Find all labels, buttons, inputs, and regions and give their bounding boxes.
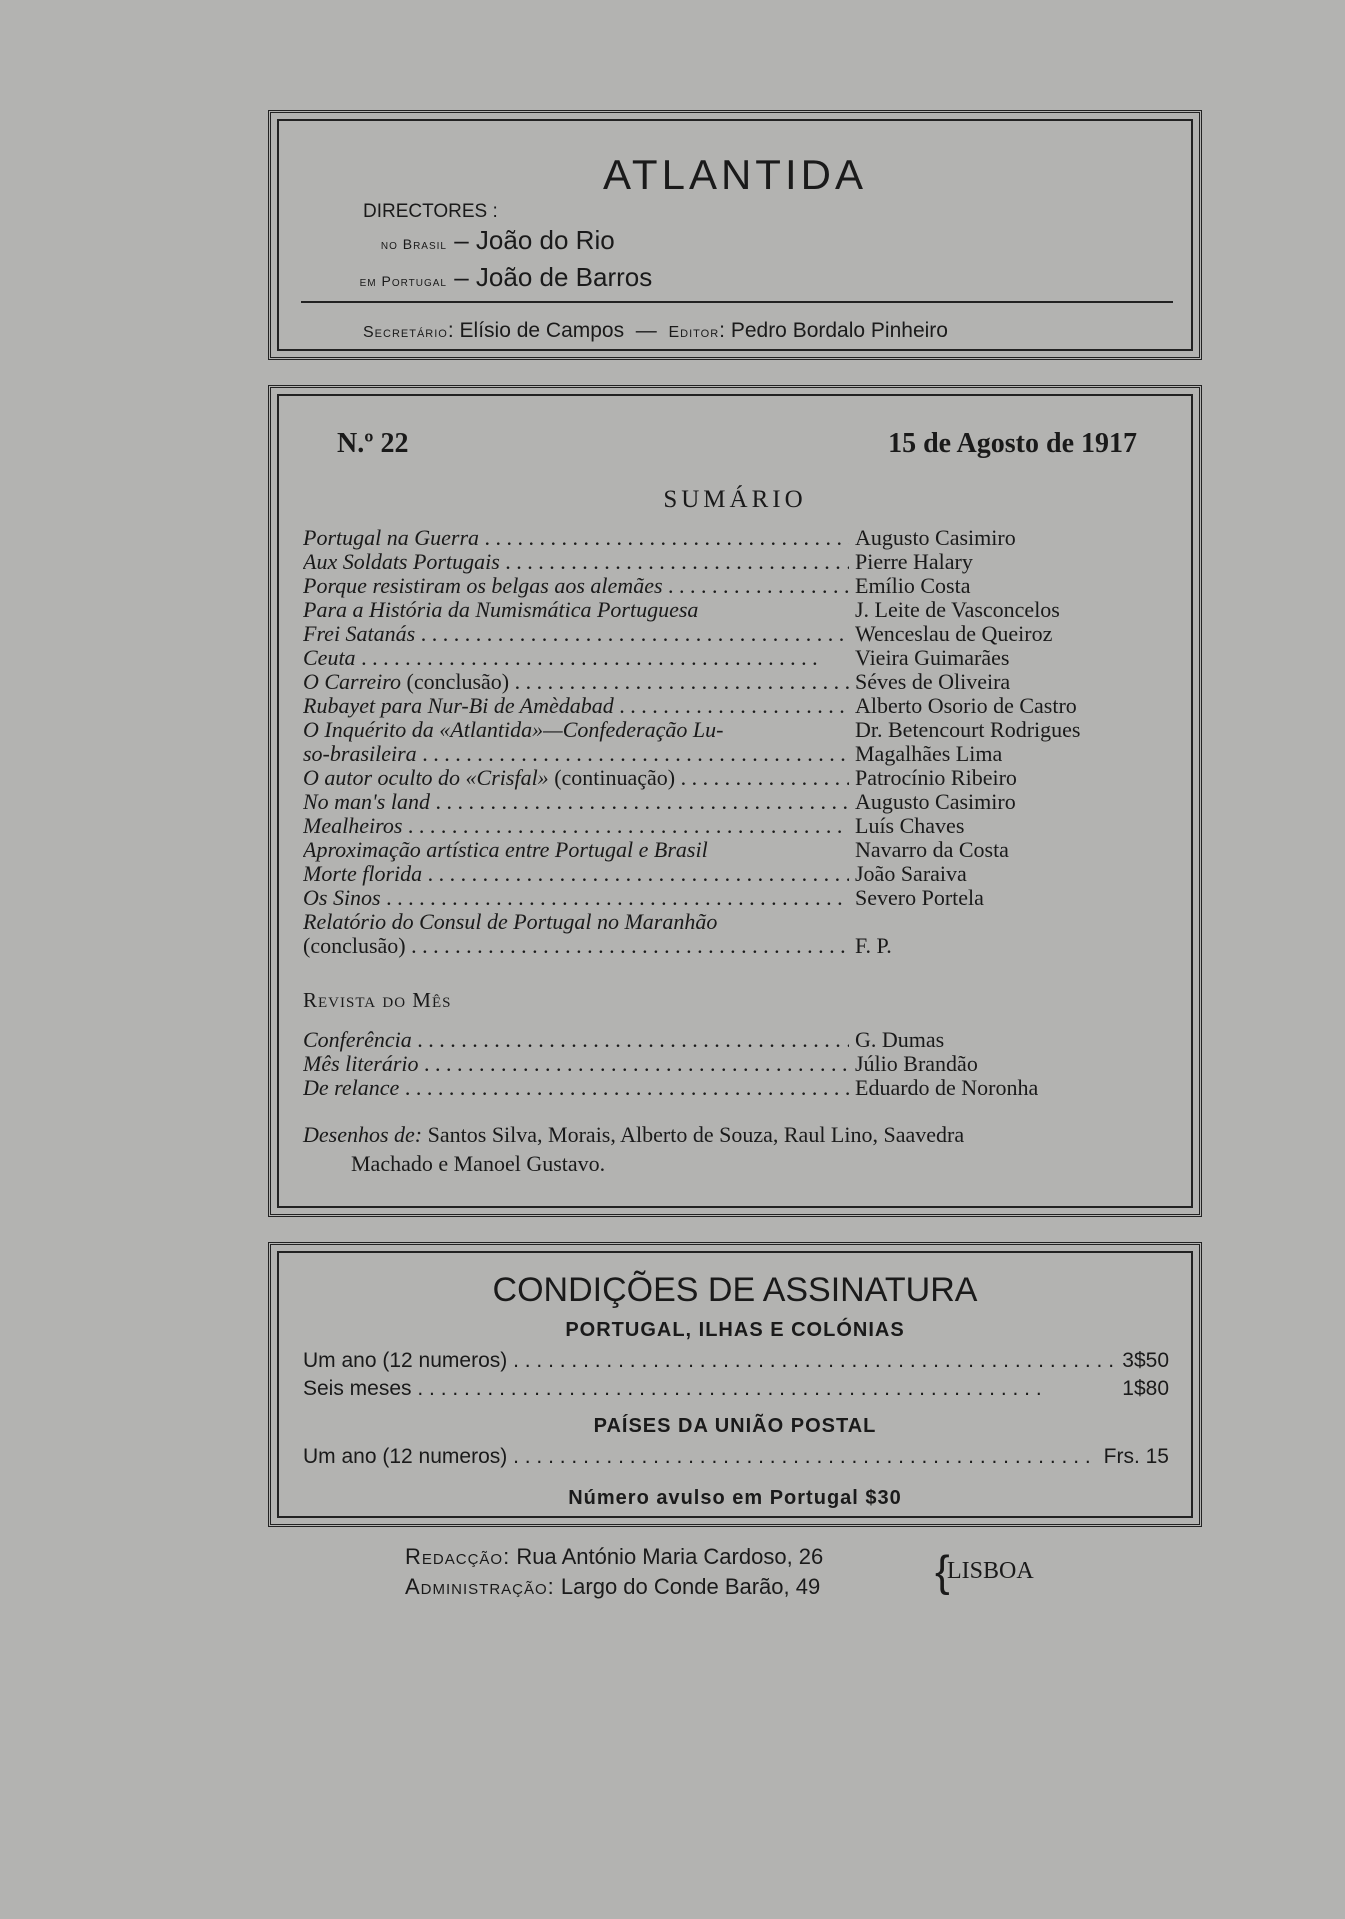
toc-title bbox=[303, 838, 849, 862]
toc-title bbox=[303, 646, 849, 670]
toc-title bbox=[303, 934, 849, 958]
toc-note: (conclusão) bbox=[406, 670, 510, 694]
toc-title-text: O Carreiro bbox=[303, 670, 401, 694]
toc-title-text: No man's land bbox=[303, 790, 430, 814]
toc-author bbox=[849, 910, 855, 934]
toc-author: Alberto Osorio de Castro bbox=[855, 693, 1077, 718]
director-name: João do Rio bbox=[475, 225, 615, 255]
toc-author: Patrocínio Ribeiro bbox=[855, 765, 1017, 790]
toc-author: Severo Portela bbox=[855, 885, 984, 910]
region-postal-union: PAÍSES DA UNIÃO POSTAL bbox=[593, 1415, 877, 1437]
toc-title-text: Mealheiros bbox=[303, 814, 403, 838]
toc-title-text: Aproximação artística entre Portugal e Brasil bbox=[303, 838, 708, 862]
toc-note: (conclusão) bbox=[303, 934, 406, 958]
secretary-name: Elísio de Campos bbox=[459, 319, 625, 342]
toc-row bbox=[303, 598, 1179, 622]
toc-author: Pierre Halary bbox=[855, 549, 973, 574]
toc-title-text: so-brasileira bbox=[303, 742, 417, 766]
toc-title bbox=[303, 550, 849, 574]
redaccao-label: Redacção: bbox=[405, 1544, 511, 1569]
price-label: Um ano (12 numeros) . . . bbox=[303, 1445, 1096, 1469]
toc-title-text: Rubayet para Nur-Bi de Amèdabad bbox=[303, 694, 614, 718]
brace-glyph: { bbox=[935, 1547, 950, 1596]
director-place: no Brasil bbox=[380, 236, 447, 252]
address-footer bbox=[405, 1542, 1034, 1602]
admin-line bbox=[405, 1572, 823, 1602]
revista-contents bbox=[303, 1028, 1179, 1100]
toc-author: Dr. Betencourt Rodrigues bbox=[855, 717, 1081, 742]
toc-row bbox=[303, 1076, 1179, 1100]
price-value: 1$80 bbox=[1122, 1377, 1169, 1400]
toc-title bbox=[303, 1028, 849, 1052]
toc-title-text: Ceuta bbox=[303, 646, 356, 670]
price-row bbox=[303, 1349, 1169, 1373]
single-issue-price: Número avulso em Portugal $30 bbox=[568, 1487, 902, 1509]
toc-title-text: Conferência bbox=[303, 1028, 412, 1052]
toc-title-text: Porque resistiram os belgas aos alemães bbox=[303, 574, 663, 598]
toc-title-text: Portugal na Guerra bbox=[303, 526, 479, 550]
price-label: Um ano (12 numeros) . . . bbox=[303, 1349, 1114, 1373]
toc-title-text: Para a História da Numismática Portuguesa bbox=[303, 598, 699, 622]
toc-row bbox=[303, 790, 1179, 814]
toc-title-text: Os Sinos bbox=[303, 886, 381, 910]
toc-row bbox=[303, 862, 1179, 886]
toc-row bbox=[303, 550, 1179, 574]
toc-author: Magalhães Lima bbox=[855, 741, 1003, 766]
toc-row bbox=[303, 622, 1179, 646]
toc-title bbox=[303, 1076, 849, 1100]
editor-name: Pedro Bordalo Pinheiro bbox=[730, 319, 948, 342]
admin-address: Largo do Conde Barão, 49 bbox=[560, 1574, 821, 1599]
toc-row bbox=[303, 910, 1179, 934]
city: LISBOA bbox=[947, 1558, 1034, 1584]
table-of-contents bbox=[303, 526, 1179, 958]
directors-label: DIRECTORES : bbox=[363, 201, 498, 222]
toc-author: G. Dumas bbox=[855, 1027, 945, 1052]
price-label: Seis meses . . . bbox=[303, 1377, 1114, 1401]
drawings-credit bbox=[303, 1120, 1169, 1178]
toc-row bbox=[303, 742, 1179, 766]
toc-title-text: De relance bbox=[303, 1076, 400, 1100]
issue-number: N.º 22 bbox=[337, 428, 409, 459]
toc-row bbox=[303, 814, 1179, 838]
toc-author: Augusto Casimiro bbox=[855, 789, 1016, 814]
magazine-title: ATLANTIDA bbox=[603, 151, 867, 198]
toc-note: (continuação) bbox=[554, 766, 676, 790]
masthead-box bbox=[268, 110, 1202, 360]
toc-title bbox=[303, 670, 849, 694]
summary-box bbox=[268, 385, 1202, 1217]
toc-row bbox=[303, 646, 1179, 670]
toc-title bbox=[303, 910, 849, 934]
toc-title-text: Mês literário bbox=[303, 1052, 419, 1076]
director-dash: – bbox=[454, 225, 476, 255]
toc-row bbox=[303, 670, 1179, 694]
toc-row bbox=[303, 766, 1179, 790]
admin-label: Administração: bbox=[405, 1574, 555, 1599]
toc-author: Augusto Casimiro bbox=[855, 525, 1016, 550]
toc-title bbox=[303, 766, 849, 790]
drawings-line-1: Santos Silva, Morais, Alberto de Souza, Raul Lino, Saavedra bbox=[427, 1122, 965, 1147]
price-value: 3$50 bbox=[1122, 1349, 1169, 1372]
toc-row bbox=[303, 1052, 1179, 1076]
toc-author: Júlio Brandão bbox=[855, 1051, 978, 1076]
toc-row bbox=[303, 526, 1179, 550]
masthead-divider bbox=[301, 301, 1173, 303]
toc-author: João Saraiva bbox=[855, 861, 967, 886]
toc-title-text: O Inquérito da «Atlantida»—Confederação Lu- bbox=[303, 718, 724, 742]
subscription-title: CONDIÇÕES DE ASSINATURA bbox=[492, 1271, 978, 1309]
drawings-line-2: Machado e Manoel Gustavo. bbox=[351, 1151, 606, 1176]
toc-title bbox=[303, 574, 849, 598]
editor-label: Editor bbox=[668, 324, 720, 341]
price-row bbox=[303, 1377, 1169, 1401]
toc-title-text: Frei Satanás bbox=[303, 622, 416, 646]
director-dash: – bbox=[454, 262, 476, 292]
toc-title-text: Morte florida bbox=[303, 862, 423, 886]
toc-title bbox=[303, 694, 849, 718]
toc-title bbox=[303, 862, 849, 886]
toc-title bbox=[303, 1052, 849, 1076]
toc-title bbox=[303, 742, 849, 766]
toc-row bbox=[303, 1028, 1179, 1052]
toc-author: J. Leite de Vasconcelos bbox=[855, 597, 1060, 622]
redaccao-line bbox=[405, 1542, 823, 1572]
region-portugal: PORTUGAL, ILHAS E COLÓNIAS bbox=[565, 1319, 905, 1341]
toc-author: F. P. bbox=[855, 933, 892, 958]
drawings-label: Desenhos de: bbox=[303, 1122, 423, 1147]
toc-title bbox=[303, 790, 849, 814]
price-row bbox=[303, 1445, 1169, 1469]
toc-author: Séves de Oliveira bbox=[855, 669, 1011, 694]
toc-row bbox=[303, 574, 1179, 598]
toc-title bbox=[303, 814, 849, 838]
toc-title bbox=[303, 718, 849, 742]
toc-author: Vieira Guimarães bbox=[855, 645, 1010, 670]
toc-row bbox=[303, 886, 1179, 910]
director-brazil bbox=[271, 225, 1171, 256]
director-portugal bbox=[271, 262, 1171, 293]
toc-row bbox=[303, 694, 1179, 718]
redaccao-address: Rua António Maria Cardoso, 26 bbox=[516, 1544, 824, 1569]
toc-title bbox=[303, 622, 849, 646]
toc-title bbox=[303, 886, 849, 910]
toc-row bbox=[303, 934, 1179, 958]
staff-line: Secretário: Elísio de Campos — Editor: Pedro Bordalo Pinheiro bbox=[363, 319, 948, 342]
toc-author: Luís Chaves bbox=[855, 813, 965, 838]
toc-author: Emílio Costa bbox=[855, 573, 971, 598]
toc-title-text: O autor oculto do «Crisfal» bbox=[303, 766, 549, 790]
toc-author: Eduardo de Noronha bbox=[855, 1075, 1039, 1100]
revista-heading: Revista do Mês bbox=[303, 988, 452, 1012]
toc-author: Navarro da Costa bbox=[855, 837, 1009, 862]
toc-author: Wenceslau de Queiroz bbox=[855, 621, 1053, 646]
secretary-label: Secretário bbox=[363, 324, 448, 341]
toc-title-text: Aux Soldats Portugais bbox=[303, 550, 500, 574]
toc-row bbox=[303, 838, 1179, 862]
toc-title bbox=[303, 526, 849, 550]
director-place: em Portugal bbox=[359, 273, 447, 289]
subscription-box bbox=[268, 1242, 1202, 1527]
director-name: João de Barros bbox=[475, 262, 653, 292]
price-value: Frs. 15 bbox=[1103, 1445, 1169, 1468]
issue-date: 15 de Agosto de 1917 bbox=[888, 428, 1137, 459]
summary-heading: SUMÁRIO bbox=[663, 486, 807, 513]
toc-row bbox=[303, 718, 1179, 742]
toc-title-text: Relatório do Consul de Portugal no Maranhão bbox=[303, 910, 718, 934]
toc-title bbox=[303, 598, 849, 622]
